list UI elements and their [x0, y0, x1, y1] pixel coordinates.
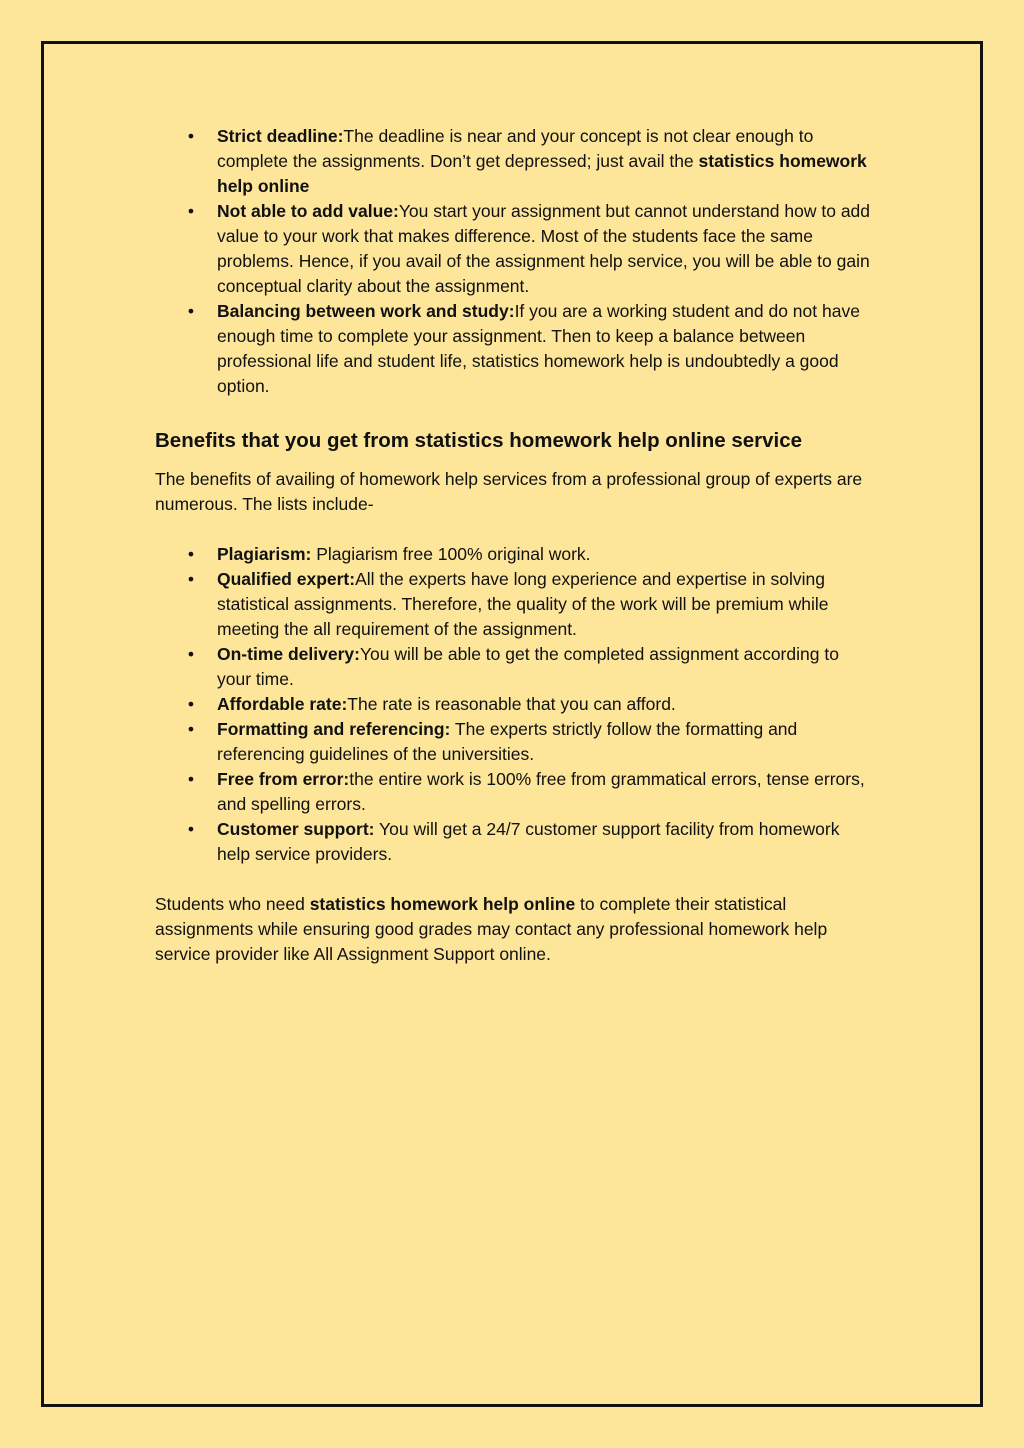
- item-label: Formatting and referencing:: [217, 719, 451, 739]
- section-heading: Benefits that you get from statistics homework help online service: [155, 429, 803, 452]
- item-text: You start your assignment but cannot understand how to add value to your work that makes difference. Most of the students face the same problems. Hence, if you avail of the assignment help service, you will be able to gain conceptual clarity about the assignment.: [217, 201, 871, 296]
- item-text: The deadline is near and your concept is not clear enough to complete the assignments. Don’t get depressed; just avail the: [217, 126, 814, 171]
- list-item: [155, 717, 875, 767]
- bullet-icon: •: [187, 719, 195, 739]
- item-label: Affordable rate:: [217, 694, 348, 714]
- list-item: [155, 767, 875, 817]
- item-label: Strict deadline:: [217, 126, 344, 146]
- closing-bold-text: statistics homework help online: [309, 894, 576, 914]
- list-item: [155, 299, 875, 399]
- bullet-icon: •: [187, 569, 195, 589]
- bullet-icon: •: [187, 819, 195, 839]
- item-label: Not able to add value:: [217, 201, 399, 221]
- item-label: Plagiarism:: [217, 544, 312, 564]
- item-label: Qualified expert:: [217, 569, 356, 589]
- item-label: Free from error:: [217, 769, 350, 789]
- item-text: If you are a working student and do not have enough time to complete your assignment. Then to keep a balance between professional life and student life, statistics homework help is undoubtedly a good option.: [217, 301, 860, 396]
- item-label: Balancing between work and study:: [217, 301, 515, 321]
- item-text: The rate is reasonable that you can afford.: [347, 694, 676, 714]
- item-text: All the experts have long experience and expertise in solving statistical assignments. Therefore, the quality of the work will be premium while meeting the all requirement of the assignment.: [217, 569, 829, 639]
- bullet-icon: •: [187, 126, 195, 146]
- item-text: the entire work is 100% free from grammatical errors, tense errors, and spelling errors.: [217, 769, 865, 814]
- list-item: [155, 199, 875, 299]
- bullet-icon: •: [187, 301, 195, 321]
- closing-text: to complete their statistical assignments while ensuring good grades may contact any professional homework help service provider like All Assignment Support online.: [155, 894, 828, 964]
- item-label: Customer support:: [217, 819, 375, 839]
- closing-text: Students who need: [155, 894, 310, 914]
- item-text: The experts strictly follow the formatting and referencing guidelines of the universities.: [217, 719, 798, 764]
- item-text: Plagiarism free 100% original work.: [311, 544, 591, 564]
- item-label: On-time delivery:: [217, 644, 360, 664]
- bullet-icon: •: [187, 644, 195, 664]
- document-body: [155, 124, 875, 967]
- item-bold-link-text: statistics homework help online: [217, 151, 867, 196]
- list-item: [155, 542, 875, 567]
- benefits-list: [155, 542, 875, 867]
- intro-paragraph: The benefits of availing of homework help services from a professional group of experts are numerous. The lists include-: [155, 469, 863, 514]
- list-item: [155, 817, 875, 867]
- bullet-icon: •: [187, 694, 195, 714]
- bullet-icon: •: [187, 769, 195, 789]
- item-text: You will be able to get the completed assignment according to your time.: [217, 644, 839, 689]
- list-item: [155, 642, 875, 692]
- bullet-icon: •: [187, 201, 195, 221]
- challenges-list: [155, 124, 875, 399]
- closing-paragraph: [155, 892, 875, 967]
- list-item: [155, 692, 875, 717]
- list-item: [155, 124, 875, 199]
- bullet-icon: •: [187, 544, 195, 564]
- list-item: [155, 567, 875, 642]
- item-text: You will get a 24/7 customer support facility from homework help service providers.: [217, 819, 840, 864]
